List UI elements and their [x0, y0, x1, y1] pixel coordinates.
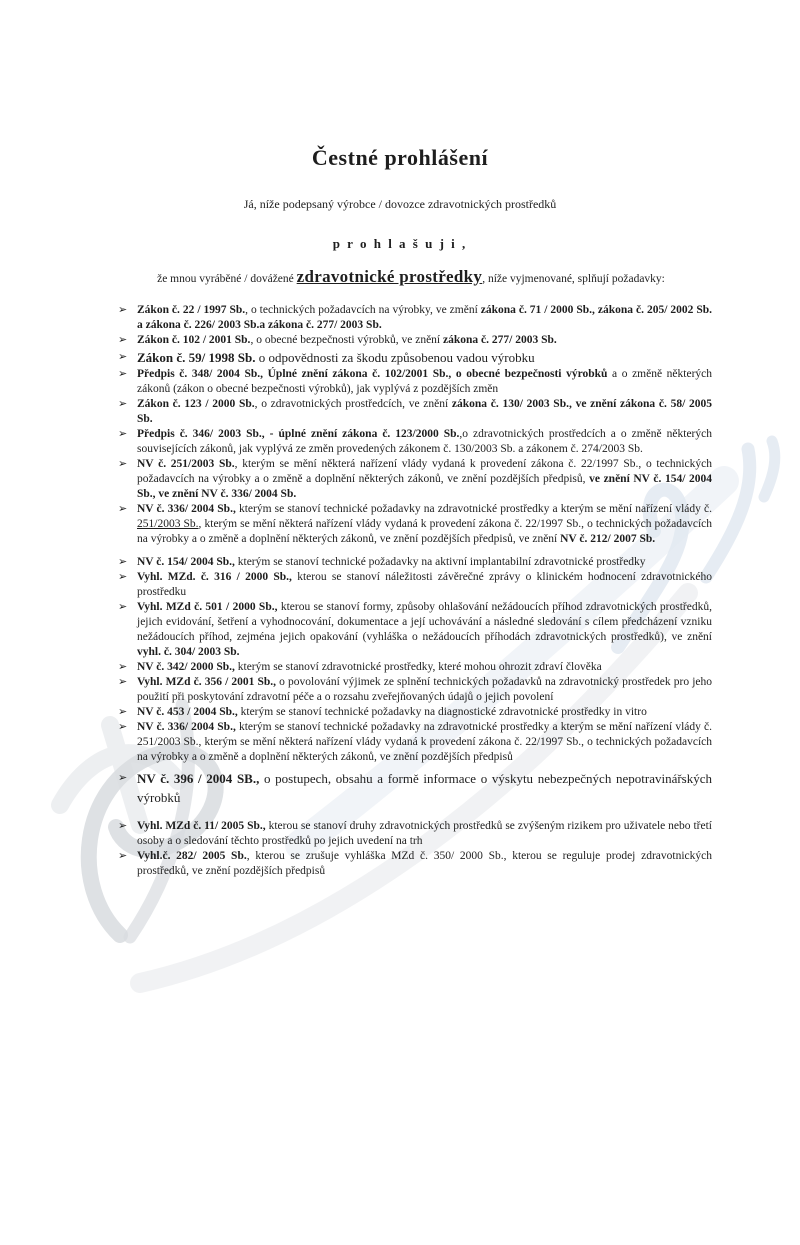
list-item — [118, 502, 712, 547]
law-list — [118, 303, 712, 879]
arrow-bullet-icon: ➢ — [118, 721, 128, 733]
list-item — [118, 705, 712, 720]
law-item-text: Zákon č. 102 / 2001 Sb., o obecné bezpečnosti výrobků, ve znění zákona č. 277/ 2003 Sb. — [137, 334, 557, 346]
arrow-bullet-icon: ➢ — [118, 428, 128, 440]
arrow-bullet-icon: ➢ — [118, 368, 128, 380]
subject-suffix: , níže vyjmenované, splňují požadavky: — [482, 273, 665, 285]
list-item — [118, 555, 712, 570]
arrow-bullet-icon: ➢ — [118, 398, 128, 410]
arrow-bullet-icon: ➢ — [118, 661, 128, 673]
law-item-text: NV č. 154/ 2004 Sb., kterým se stanoví technické požadavky na aktivní implantabilní zdravotnické prostředky — [137, 556, 646, 568]
law-item-text: Vyhl.č. 282/ 2005 Sb., kterou se zrušuje vyhláška MZd č. 350/ 2000 Sb., kterou se reguluje prodej zdravotnických prostředků, ve znění pozdějších předpisů — [137, 850, 712, 877]
arrow-bullet-icon: ➢ — [118, 351, 128, 363]
arrow-bullet-icon: ➢ — [118, 820, 128, 832]
law-item-text: NV č. 342/ 2000 Sb., kterým se stanoví zdravotnické prostředky, které mohou ohrozit zdraví člověka — [137, 661, 602, 673]
arrow-bullet-icon: ➢ — [118, 706, 128, 718]
arrow-bullet-icon: ➢ — [118, 601, 128, 613]
scanned-document-page — [0, 145, 800, 1245]
list-item — [118, 769, 712, 807]
subject-emphasis: zdravotnické prostředky — [296, 267, 483, 286]
list-item — [118, 427, 712, 457]
arrow-bullet-icon: ➢ — [118, 772, 128, 784]
list-item — [118, 348, 712, 367]
arrow-bullet-icon: ➢ — [118, 850, 128, 862]
list-item — [118, 819, 712, 849]
law-item-text: NV č. 336/ 2004 Sb., kterým se stanoví technické požadavky na zdravotnické prostředky a kterým se mění nařízení vlády č. 251/2003 Sb., kterým se mění některá nařízení vlády vydaná k provedení zákona č. 22/1997 Sb., o technických požadavcích na výrobky a o změně a doplnění některých zákonů, ve znění pozdějších předpisů, ve znění NV č. 212/ 2007 Sb. — [137, 503, 712, 545]
list-item — [118, 720, 712, 765]
arrow-bullet-icon: ➢ — [118, 676, 128, 688]
law-item-text: NV č. 251/2003 Sb., kterým se mění některá nařízení vlády vydaná k provedení zákona č. 22/1997 Sb., o technických požadavcích na výrobky a o změně a doplnění některých zákonů, ve znění pozdějších předpisů, ve znění NV č. 154/ 2004 Sb., ve znění NV č. 336/ 2004 Sb. — [137, 458, 712, 500]
arrow-bullet-icon: ➢ — [118, 556, 128, 568]
list-item — [118, 849, 712, 879]
list-item — [118, 397, 712, 427]
law-item-text: Vyhl. MZd č. 11/ 2005 Sb., kterou se stanoví druhy zdravotnických prostředků se zvýšeným rizikem pro uživatele nebo třetí osoby a o sledování těchto prostředků po jejich uvedení na trh — [137, 820, 712, 847]
arrow-bullet-icon: ➢ — [118, 458, 128, 470]
list-item — [118, 570, 712, 600]
declaration-document — [0, 145, 800, 879]
list-item — [118, 660, 712, 675]
law-item-text: Předpis č. 348/ 2004 Sb., Úplné znění zákona č. 102/2001 Sb., o obecné bezpečnosti výrobků a o změně některých zákonů (zákon o obecné bezpečnosti výrobků), jak vyplývá z pozdějších změn — [137, 368, 713, 395]
arrow-bullet-icon: ➢ — [118, 334, 128, 346]
list-item — [118, 600, 712, 660]
arrow-bullet-icon: ➢ — [118, 503, 128, 515]
law-item-text: Zákon č. 123 / 2000 Sb., o zdravotnických prostředcích, ve znění zákona č. 130/ 2003 Sb., ve znění zákona č. 58/ 2005 Sb. — [137, 398, 712, 425]
list-item — [118, 675, 712, 705]
subject-prefix: že mnou vyráběné / dovážené — [157, 273, 297, 285]
arrow-bullet-icon: ➢ — [118, 571, 128, 583]
law-item-text: Vyhl. MZd č. 501 / 2000 Sb., kterou se stanoví formy, způsoby ohlašování nežádoucích příhod zdravotnických prostředků, jejich evidování, šetření a vyhodnocování, dokumentace a její uchovávání a následné sledování s cílem předcházení vzniku nežádoucích příhod, zejména jejich opakování (vyhláška o nežádoucích příhodách zdravotnických prostředků), ve znění vyhl. č. 304/ 2003 Sb. — [137, 601, 712, 658]
list-item — [118, 367, 712, 397]
law-item-text: Zákon č. 22 / 1997 Sb., o technických požadavcích na výrobky, ve změní zákona č. 71 / 2000 Sb., zákona č. 205/ 2002 Sb. a zákona č. 226/ 2003 Sb.a zákona č. 277/ 2003 Sb. — [137, 304, 712, 331]
declaration-word: p r o h l a š u j i , — [332, 236, 468, 251]
subject-line — [100, 267, 722, 287]
law-item-text: NV č. 453 / 2004 Sb., kterým se stanoví technické požadavky na diagnostické zdravotnické prostředky in vitro — [137, 706, 647, 718]
law-item-text: Předpis č. 346/ 2003 Sb., - úplné znění zákona č. 123/2000 Sb.,o zdravotnických prostředcích a o změně některých souvisejících zákonů, jak vyplývá ze změn provedených zákonem č. 130/2003 Sb. a zákonem č. 274/2003 Sb. — [137, 428, 712, 455]
list-item — [118, 333, 712, 348]
law-item-text: Zákon č. 59/ 1998 Sb. o odpovědnosti za škodu způsobenou vadou výrobku — [137, 350, 535, 365]
law-item-text: Vyhl. MZd. č. 316 / 2000 Sb., kterou se stanoví náležitosti závěrečné zprávy o klinickém hodnocení zdravotnického prostředku — [137, 571, 712, 598]
list-item — [118, 457, 712, 502]
page-title: Čestné prohlášení — [311, 145, 489, 170]
intro-line: Já, níže podepsaný výrobce / dovozce zdravotnických prostředků — [243, 197, 557, 211]
list-item — [118, 303, 712, 333]
law-item-text: NV č. 336/ 2004 Sb., kterým se stanoví technické požadavky na zdravotnické prostředky a kterým se mění nařízení vlády č. 251/2003 Sb., kterým se mění některá nařízení vlády vydaná k provedení zákona č. 22/1997 Sb., o technických požadavcích na výrobky a o změně a doplnění některých zákonů, ve znění pozdějších předpisů — [137, 721, 712, 763]
law-item-text: NV č. 396 / 2004 SB., o postupech, obsahu a formě informace o výskytu nebezpečných nepotravinářských výrobků — [137, 771, 713, 805]
law-item-text: Vyhl. MZd č. 356 / 2001 Sb., o povolování výjimek ze splnění technických požadavků na zdravotnický prostředek pro jeho použití při poskytování zdravotní péče a o rozsahu zveřejňovaných údajů o jejich povolení — [137, 676, 712, 703]
arrow-bullet-icon: ➢ — [118, 304, 128, 316]
